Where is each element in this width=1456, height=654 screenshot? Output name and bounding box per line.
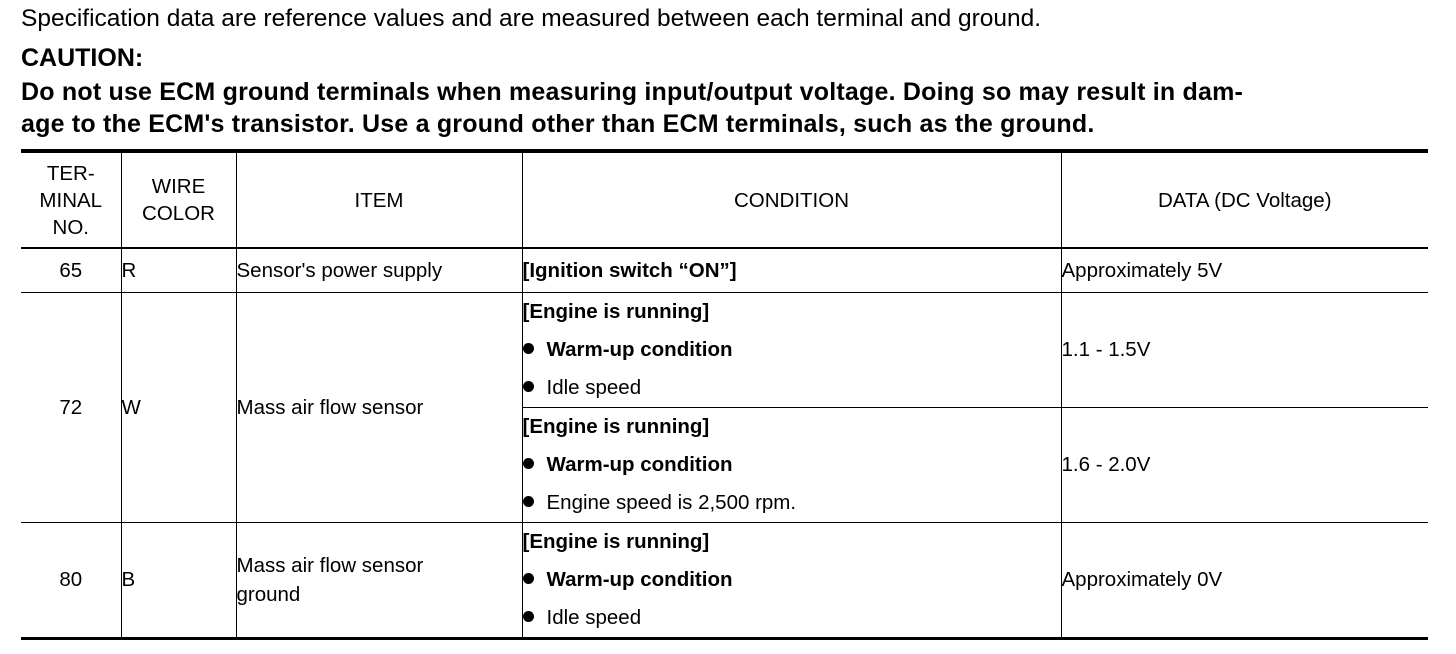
header-condition: CONDITION [522,151,1061,248]
condition-header: [Engine is running] [522,530,710,553]
table-header-row [21,151,1428,248]
item-name: Mass air flow sensor ground [236,523,522,639]
condition [522,523,1061,639]
caution-title: CAUTION: [21,44,144,72]
caution-line-2: age to the ECM's transistor. Use a ground other than ECM terminals, such as the ground. [21,110,1095,138]
condition-bullet: Engine speed is 2,500 rpm. [523,484,1061,522]
condition [522,408,1061,523]
data-value: 1.6 - 2.0V [1061,408,1428,523]
header-data: DATA (DC Voltage) [1061,151,1428,248]
wire-color: R [121,248,236,293]
table-row [21,523,1428,639]
terminal-spec-table [21,149,1428,640]
data-value: Approximately 5V [1061,248,1428,293]
condition-bullet: Warm-up condition [523,446,1061,484]
item-name: Mass air flow sensor [236,293,522,523]
table-row [21,293,1428,408]
item-name: Sensor's power supply [236,248,522,293]
header-terminal-no: TER- MINAL NO. [21,151,121,248]
condition-bullet: Idle speed [523,369,1061,407]
bullet-icon [523,381,534,392]
bullet-icon [523,611,534,622]
wire-color: B [121,523,236,639]
condition-bullet: Warm-up condition [523,561,1061,599]
data-value: 1.1 - 1.5V [1061,293,1428,408]
condition-bullet: Warm-up condition [523,331,1061,369]
data-value: Approximately 0V [1061,523,1428,639]
condition-header: [Engine is running] [522,415,710,438]
bullet-icon [523,458,534,469]
caution-line-1: Do not use ECM ground terminals when measuring input/output voltage. Doing so may result in dam- [21,78,1244,106]
intro-text: Specification data are reference values and are measured between each terminal and ground. [21,5,1042,32]
header-wire-color: WIRE COLOR [121,151,236,248]
condition [522,293,1061,408]
condition: [Ignition switch “ON”] [522,248,1061,293]
terminal-number: 65 [21,248,121,293]
bullet-icon [523,573,534,584]
caution-text [21,76,1431,140]
condition-bullet: Idle speed [523,599,1061,637]
terminal-number: 80 [21,523,121,639]
bullet-icon [523,496,534,507]
condition-header: [Engine is running] [522,300,710,323]
bullet-icon [523,343,534,354]
wire-color: W [121,293,236,523]
header-item: ITEM [236,151,522,248]
terminal-number: 72 [21,293,121,523]
table-row [21,248,1428,293]
